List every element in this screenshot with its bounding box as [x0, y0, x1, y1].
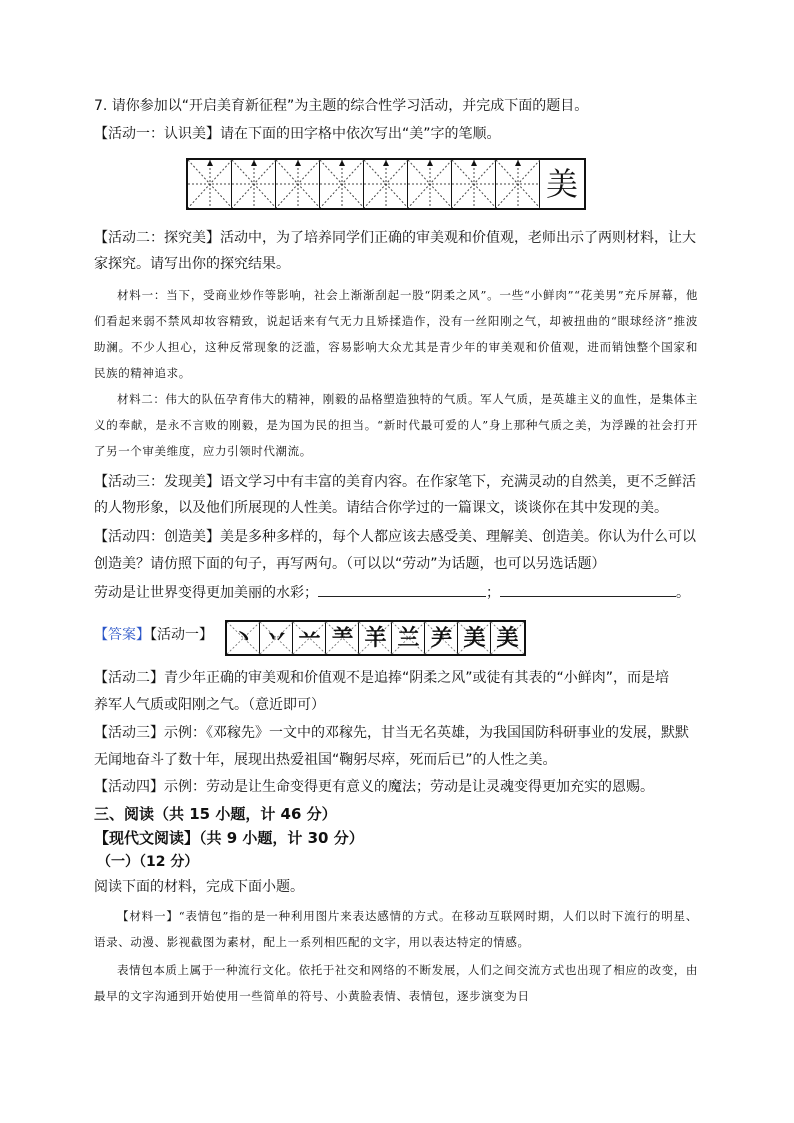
grid-guide-lines [276, 160, 320, 208]
stroke-cell [359, 622, 392, 654]
answer-activity3-line1: 【活动三】示例：《邓稼先》一文中的邓稼先，甘当无名英雄，为我国国防科研事业的发展，默默 [94, 725, 689, 741]
answer-tag: 【答案】 [94, 627, 150, 643]
blank-separator: ； [486, 585, 500, 601]
material-one: 材料一：当下，受商业炒作等影响，社会上渐渐刮起一股“阴柔之风”。一些“小鲜肉”“花美男”充斥屏幕，他们看起来弱不禁风却妆容精致，说起话来有气无力且矫揉造作，没有一丝阳刚之气，却被扭曲的“眼球经济”推波助澜。不少人担心，这种反常现象的泛滥，容易影响大众尤其是青少年的审美观和价值观，进而销蚀整个国家和民族的精神追求。 [94, 288, 698, 380]
stroke-cell [491, 622, 524, 654]
grid-cell[interactable] [364, 160, 408, 208]
answer-activity4: 【活动四】示例：劳动是让生命变得更有意义的魔法；劳动是让灵魂变得更加充实的恩赐。 [94, 779, 654, 795]
reading-material1-p1: 【材料一】“表情包”指的是一种利用图片来表达感情的方式。在移动互联网时期，人们以时下流行的明星、语录、动漫、影视截图为素材，配上一系列相匹配的文字，用以表达特定的情感。 [94, 909, 698, 949]
q7-intro: 7. 请你参加以“开启美育新征程”为主题的综合性学习活动，并完成下面的题目。 [94, 98, 589, 114]
arrow-up-icon [295, 160, 301, 166]
grid-guide-lines [188, 160, 232, 208]
answer-stroke-grid [225, 620, 526, 656]
arrow-up-icon [251, 160, 257, 166]
grid-cell[interactable] [188, 160, 232, 208]
grid-cell[interactable] [496, 160, 540, 208]
answer-activity3-line2: 无闻地奋斗了数十年，展现出热爱祖国“鞠躬尽瘁，死而后已”的人性之美。 [94, 752, 557, 768]
stroke-cell [326, 622, 359, 654]
q7-activity4-line1: 【活动四：创造美】美是多种多样的，每个人都应该去感受美、理解美、创造美。你认为什么可以 [94, 529, 696, 545]
grid-char: 美 [545, 165, 578, 203]
answer-act1-label: 【活动一】 [150, 627, 213, 643]
grid-guide-lines [496, 160, 540, 208]
answer-activity2-line1: 【活动二】青少年正确的审美观和价值观不是追捧“阴柔之风”或徒有其表的“小鲜肉”，而是培 [94, 670, 670, 686]
answer-blank-1[interactable] [318, 582, 486, 597]
stroke-cell [260, 622, 293, 654]
stroke-glyph: 丷 [265, 625, 288, 651]
grid-cell[interactable] [408, 160, 452, 208]
grid-guide-lines [364, 160, 408, 208]
stroke-cell [458, 622, 491, 654]
grid-guide-lines [452, 160, 496, 208]
grid-cell[interactable] [276, 160, 320, 208]
q7-activity4-example [94, 582, 690, 603]
section3-subtitle: 【现代文阅读】（共 9 小题，计 30 分） [94, 829, 364, 847]
grid-cell[interactable] [232, 160, 276, 208]
blank-end: 。 [676, 585, 690, 601]
grid-cell-char [540, 160, 584, 208]
stroke-cell [227, 622, 260, 654]
stroke-cell [293, 622, 326, 654]
section3-title: 三、阅读（共 15 小题，计 46 分） [94, 805, 337, 823]
arrow-up-icon [383, 160, 389, 166]
arrow-up-icon [339, 160, 345, 166]
example-sentence: 劳动是让世界变得更加美丽的水彩； [94, 585, 318, 601]
grid-guide-lines [408, 160, 452, 208]
q7-activity4-line2: 创造美？请仿照下面的句子，再写两句。（可以以“劳动”为话题，也可以另选话题） [94, 556, 606, 572]
stroke-glyph: ⺶ [430, 625, 453, 651]
stroke-glyph: ⺷ [331, 625, 354, 651]
arrow-up-icon [207, 160, 213, 166]
reading-material1-p2: 表情包本质上属于一种流行文化。依托于社交和网络的不断发展，人们之间交流方式也出现了相应的改变，由最早的文字沟通到开始使用一些简单的符号、小黄脸表情、表情包，逐步演变为日 [94, 963, 698, 1003]
material-two: 材料二：伟大的队伍孕育伟大的精神，刚毅的品格塑造独特的气质。军人气质，是英雄主义的血性，是集体主义的奉献，是永不言败的刚毅，是为国为民的担当。“新时代最可爱的人”身上那种气质之美，为浮躁的社会打开了另一个审美维度，应力引领时代潮流。 [94, 392, 698, 458]
section3-instruction: 阅读下面的材料，完成下面小题。 [94, 879, 304, 895]
answer-blank-2[interactable] [500, 582, 676, 597]
grid-guide-lines [320, 160, 364, 208]
answer-activity1 [94, 625, 213, 645]
tianzi-grid [186, 158, 586, 210]
stroke-glyph: 美 [463, 625, 486, 651]
q7-activity3-line1: 【活动三：发现美】语文学习中有丰富的美育内容。在作家笔下，充满灵动的自然美，更不乏鲜活 [94, 474, 696, 490]
stroke-cell [425, 622, 458, 654]
section3-part: （一）（12 分） [97, 854, 199, 870]
q7-activity2-line2: 家探究。请写出你的探究结果。 [94, 256, 290, 272]
arrow-up-icon [471, 160, 477, 166]
stroke-glyph: 丶 [232, 625, 255, 651]
q7-activity3-line2: 的人物形象，以及他们所展现的人性美。请结合你学过的一篇课文，谈谈你在其中发现的美。 [94, 500, 668, 516]
stroke-glyph: 羊 [364, 625, 387, 651]
q7-activity2-line1: 【活动二：探究美】活动中，为了培养同学们正确的审美观和价值观，老师出示了两则材料，让大 [94, 230, 696, 246]
stroke-glyph: 美 [496, 625, 519, 651]
grid-cell[interactable] [320, 160, 364, 208]
stroke-cell [392, 622, 425, 654]
stroke-glyph: 䒑 [298, 625, 321, 651]
grid-cell[interactable] [452, 160, 496, 208]
arrow-up-icon [515, 160, 521, 166]
q7-activity1: 【活动一：认识美】请在下面的田字格中依次写出“美”字的笔顺。 [94, 126, 501, 142]
stroke-glyph: 兰 [397, 625, 420, 651]
arrow-up-icon [427, 160, 433, 166]
grid-guide-lines [232, 160, 276, 208]
answer-activity2-line2: 养军人气质或阳刚之气。（意近即可） [94, 697, 325, 713]
